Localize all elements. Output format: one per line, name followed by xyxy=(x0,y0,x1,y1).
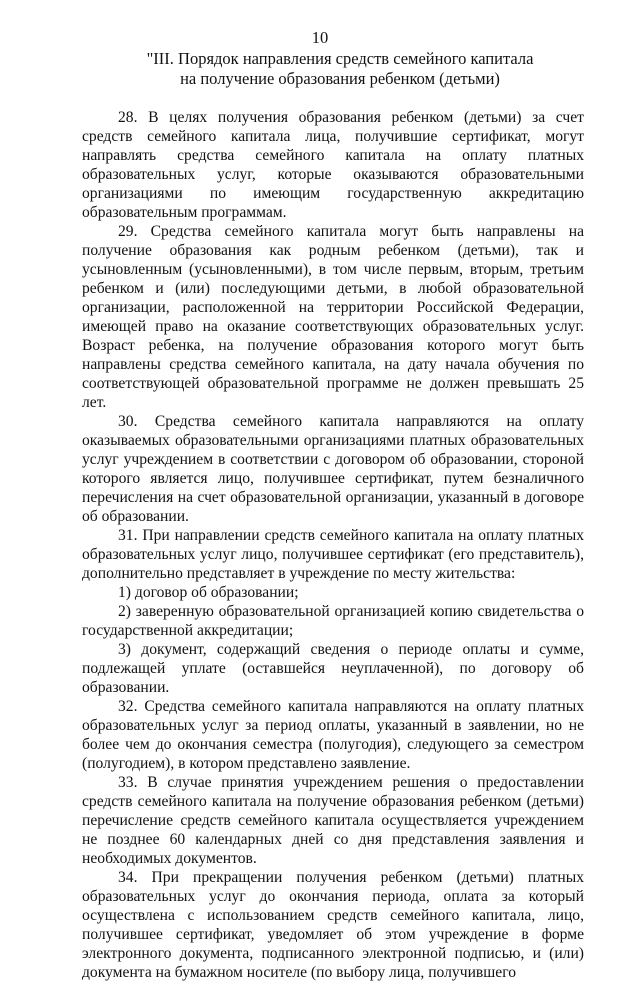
section-heading xyxy=(80,49,600,89)
paragraph-32: 32. Средства семейного капитала направляются на оплату платных образовательных услуг за период оплаты, указанный в заявлении, но не более чем до окончания семестра (полугодия), следующего за семестром (полугодием), в котором представлено заявление. xyxy=(82,698,584,772)
section-heading-line-1: "III. Порядок направления средств семейного капитала xyxy=(146,49,534,68)
section-heading-line-2: на получение образования ребенком (детьми) xyxy=(180,69,500,88)
list-item-1: 1) договор об образовании; xyxy=(118,584,299,601)
paragraph-33: 33. В случае принятия учреждением решения о предоставлении средств семейного капитала на получение образования ребенком (детьми) перечисление средств семейного капитала осуществляется учреждением не позднее 60 календарных дней со дня представления заявления и необходимых документов. xyxy=(82,774,584,867)
document-body xyxy=(82,108,584,982)
paragraph-30: 30. Средства семейного капитала направляются на оплату оказываемых образовательными организациями платных образовательных услуг учреждением в соответствии с договором об образовании, стороной которого является лицо, получившее сертификат, путем безналичного перечисления на счет образовательной организации, указанный в договоре об образовании. xyxy=(82,413,584,525)
paragraph-29: 29. Средства семейного капитала могут быть направлены на получение образования как родным ребенком (детьми), так и усыновленным (усыновленными), в том числе первым, вторым, третьим ребенком и (или) последующими детьми, в любой образовательной организации, расположенной на территории Российской Федерации, имеющей право на оказание соответствующих образовательных услуг. Возраст ребенка, на получение образования которого могут быть направлены средства семейного капитала, на дату начала обучения по соответствующей образовательной программе не должен превышать 25 лет. xyxy=(82,223,584,411)
list-item-2: 2) заверенную образовательной организацией копию свидетельства о государственной аккредитации; xyxy=(82,603,584,639)
page-number: 10 xyxy=(311,28,329,47)
paragraph-34: 34. При прекращении получения ребенком (детьми) платных образовательных услуг до окончания периода, оплата за который осуществлена с использованием средств семейного капитала, лицо, получившее сертификат, уведомляет об этом учреждение в форме электронного документа, подписанного электронной подписью, и (или) документа на бумажном носителе (по выбору лица, получившего xyxy=(82,869,584,981)
list-item-3: 3) документ, содержащий сведения о периоде оплаты и сумме, подлежащей уплате (оставшейся неуплаченной), по договору об образовании. xyxy=(82,641,584,696)
paragraph-31: 31. При направлении средств семейного капитала на оплату платных образовательных услуг лицо, получившее сертификат (его представитель), дополнительно представляет в учреждение по месту жительства: xyxy=(82,527,584,582)
paragraph-28: 28. В целях получения образования ребенком (детьми) за счет средств семейного капитала лица, получившие сертификат, могут направлять средства семейного капитала на оплату платных образовательных услуг, которые оказываются образовательными организациями по имеющим государственную аккредитацию образовательным программам. xyxy=(82,109,584,221)
